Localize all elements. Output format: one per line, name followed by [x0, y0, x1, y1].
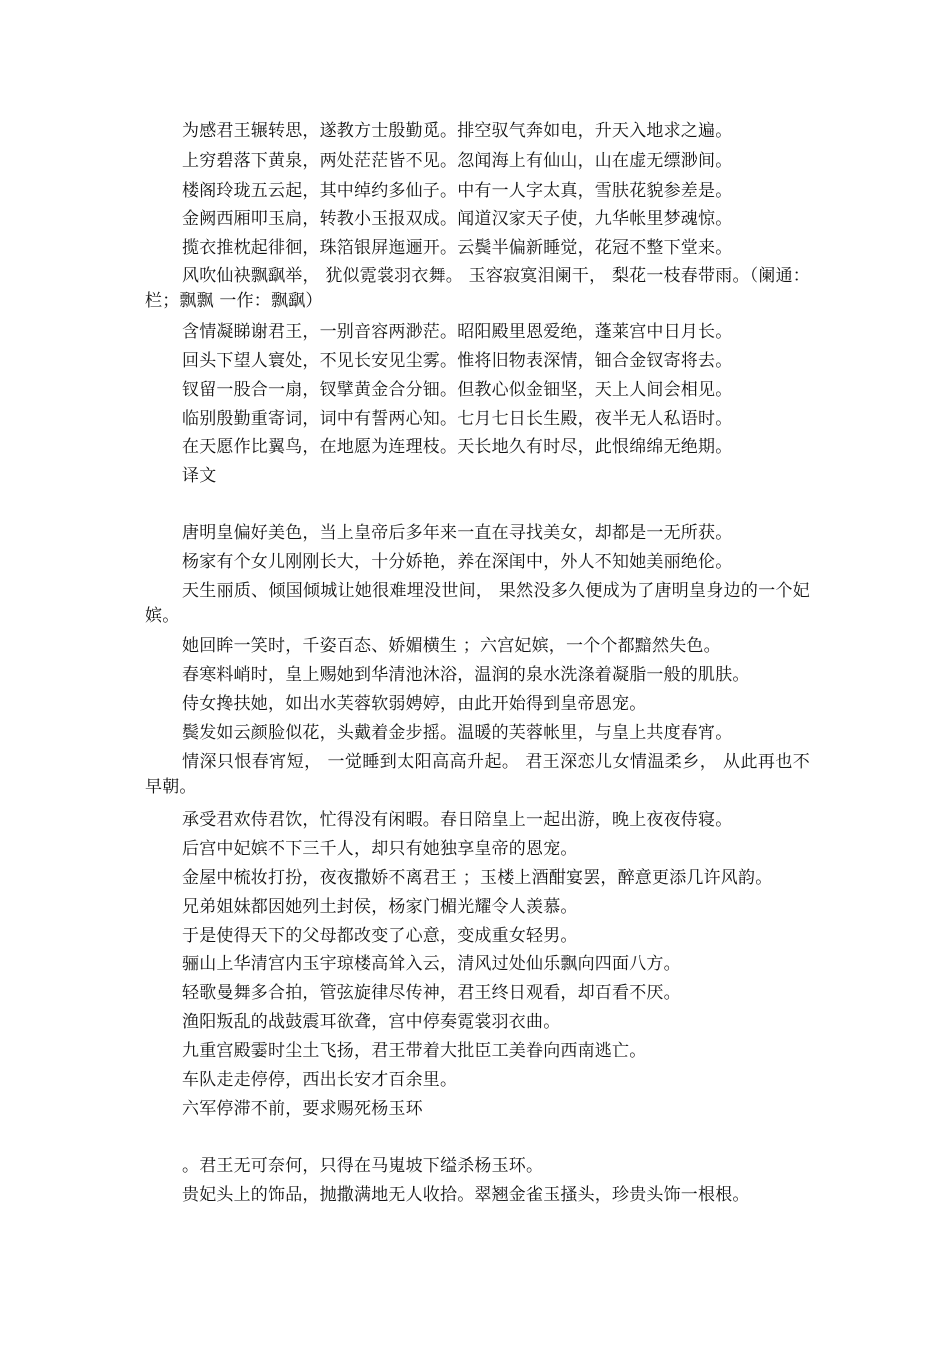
translation-line: 九重宫殿霎时尘土飞扬，君王带着大批臣工美眷向西南逃亡。 — [182, 1041, 647, 1061]
translation-line: 于是使得天下的父母都改变了心意，变成重女轻男。 — [182, 926, 578, 946]
poem-line: 在天愿作比翼鸟，在地愿为连理枝。天长地久有时尽，此恨绵绵无绝期。 — [182, 437, 733, 457]
translation-line: 。君王无可奈何，只得在马嵬坡下缢杀杨玉环。 — [182, 1156, 544, 1176]
translation-line: 金屋中梳妆打扮，夜夜撒娇不离君王 ；玉楼上酒酣宴罢，醉意更添几许风韵。 — [182, 868, 773, 888]
translation-line: 情深只恨春宵短， 一觉睡到太阳高高升起。 君王深恋儿女情温柔乡， 从此再也不早朝。 — [145, 752, 810, 797]
translation-line: 六军停滞不前，要求赐死杨玉环 — [182, 1099, 423, 1119]
translation-line: 后宫中妃嫔不下三千人，却只有她独享皇帝的恩宠。 — [182, 839, 578, 859]
poem-line: 揽衣推枕起徘徊，珠箔银屏迤逦开。云鬓半偏新睡觉，花冠不整下堂来。 — [182, 238, 733, 258]
poem-line: 为感君王辗转思，遂教方士殷勤觅。排空驭气奔如电，升天入地求之遍。 — [182, 121, 733, 141]
translation-line: 春寒料峭时，皇上赐她到华清池沐浴，温润的泉水洗涤着凝脂一般的肌肤。 — [182, 665, 750, 685]
translation-line: 杨家有个女儿刚刚长大，十分娇艳，养在深闺中，外人不知她美丽绝伦。 — [182, 552, 733, 572]
poem-line: 临别殷勤重寄词，词中有誓两心知。七月七日长生殿，夜半无人私语时。 — [182, 409, 733, 429]
poem-line: 风吹仙袂飘飖举， 犹似霓裳羽衣舞。 玉容寂寞泪阑干， 梨花一枝春带雨。（阑通：栏；飘飘 一作：飘飖） — [145, 266, 810, 311]
translation-line: 天生丽质、倾国倾城让她很难埋没世间， 果然没多久便成为了唐明皇身边的一个妃嫔。 — [145, 581, 810, 626]
translation-line: 骊山上华清宫内玉宇琼楼高耸入云，清风过处仙乐飘向四面八方。 — [182, 954, 681, 974]
poem-line: 楼阁玲珑五云起，其中绰约多仙子。中有一人字太真，雪肤花貌参差是。 — [182, 181, 733, 201]
translation-line: 车队走走停停，西出长安才百余里。 — [182, 1070, 458, 1090]
translation-line: 她回眸一笑时，千姿百态、娇媚横生 ；六宫妃嫔，一个个都黯然失色。 — [182, 636, 721, 656]
poem-line: 回头下望人寰处，不见长安见尘雾。惟将旧物表深情，钿合金钗寄将去。 — [182, 351, 733, 371]
poem-line: 上穷碧落下黄泉，两处茫茫皆不见。忽闻海上有仙山，山在虚无缥渺间。 — [182, 151, 733, 171]
translation-heading: 译文 — [182, 466, 217, 486]
translation-line: 唐明皇偏好美色，当上皇帝后多年来一直在寻找美女，却都是一无所获。 — [182, 523, 733, 543]
translation-line: 鬓发如云颜脸似花，头戴着金步摇。温暖的芙蓉帐里，与皇上共度春宵。 — [182, 723, 733, 743]
translation-line: 渔阳叛乱的战鼓震耳欲聋，宫中停奏霓裳羽衣曲。 — [182, 1012, 561, 1032]
translation-line: 贵妃头上的饰品，抛撒满地无人收拾。翠翘金雀玉搔头，珍贵头饰一根根。 — [182, 1185, 750, 1205]
poem-line: 钗留一股合一扇，钗擘黄金合分钿。但教心似金钿坚，天上人间会相见。 — [182, 380, 733, 400]
translation-line: 轻歌曼舞多合拍，管弦旋律尽传神，君王终日观看，却百看不厌。 — [182, 983, 681, 1003]
translation-line: 兄弟姐妹都因她列土封侯，杨家门楣光耀令人羡慕。 — [182, 897, 578, 917]
translation-line: 侍女搀扶她，如出水芙蓉软弱娉婷，由此开始得到皇帝恩宠。 — [182, 694, 647, 714]
translation-line: 承受君欢侍君饮，忙得没有闲暇。春日陪皇上一起出游，晚上夜夜侍寝。 — [182, 810, 733, 830]
poem-line: 金阙西厢叩玉扃，转教小玉报双成。闻道汉家天子使，九华帐里梦魂惊。 — [182, 209, 733, 229]
poem-line: 含情凝睇谢君王，一别音容两渺茫。昭阳殿里恩爱绝，蓬莱宫中日月长。 — [182, 322, 733, 342]
